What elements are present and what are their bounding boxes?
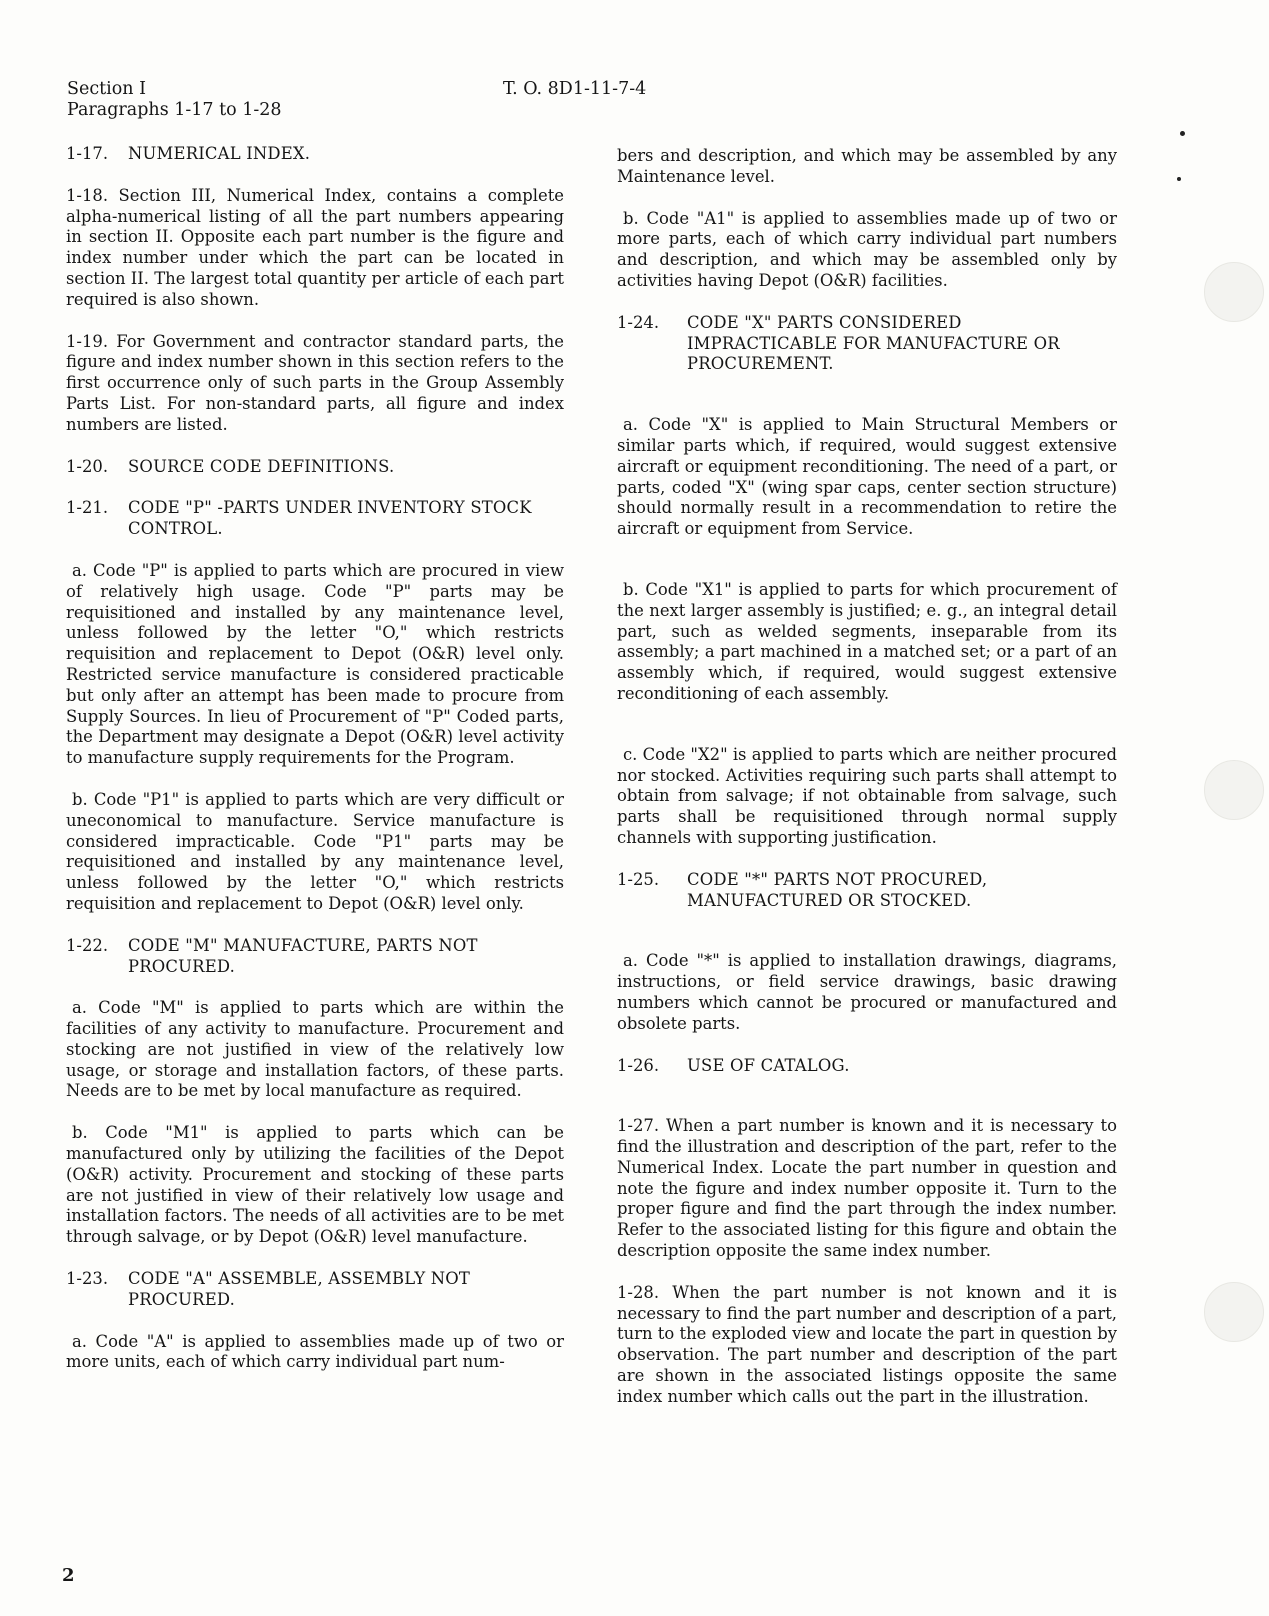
paragraph-1-27: 1-27. When a part number is known and it is necessary to find the illustration and description of the part, refer to the Numerical Index. Locate the part number in question and note the figure and index number opposite it. Turn to the proper figure and find the part through the index number. Refer to the associated listing for this figure and obtain the description opposite the same index number. [617, 1116, 1117, 1261]
paragraph-1-23b: b. Code "A1" is applied to assemblies made up of two or more parts, each of which carry individual part numbers and description, and which may be assembled only by activities having Depot (O&R) facilities. [617, 208, 1117, 290]
paragraph-1-21a: a. Code "P" is applied to parts which are procured in view of relatively high usage. Code "P" parts may be requisitioned and installed by any maintenance level, unless followed by the letter "O," which restricts requisition and replacement to Depot (O&R) level only. Restricted service manufacture is considered practicable but only after an attempt has been made to procure from Supply Sources. In lieu of Procurement of "P" Coded parts, the Department may designate a Depot (O&R) level activity to manufacture supply requirements for the Program. [66, 560, 564, 768]
heading-1-21: 1-21. CODE "P" -PARTS UNDER INVENTORY STOCK CONTROL. [66, 498, 532, 539]
punch-hole [1204, 262, 1264, 322]
section-header [67, 79, 282, 121]
paragraph-1-23a: a. Code "A" is applied to assemblies made up of two or more units, each of which carry individual part num- [66, 1331, 564, 1372]
paragraph-1-28: 1-28. When the part number is not known and it is necessary to find the part number and description of a part, turn to the exploded view and locate the part in question by observation. The part number and description of the part are shown in the associated listings opposite the same index number which calls out the part in the illustration. [617, 1282, 1117, 1406]
heading-1-25: 1-25. CODE "*" PARTS NOT PROCURED, MANUFACTURED OR STOCKED. [617, 869, 988, 910]
punch-hole [1204, 1282, 1264, 1342]
heading-1-17: 1-17. NUMERICAL INDEX. [66, 144, 311, 163]
page-number: 2 [62, 1565, 75, 1586]
paragraph-1-22a: a. Code "M" is applied to parts which are within the facilities of any activity to manufacture. Procurement and stocking are not justified in view of the relatively low usage, or storage and installation factors, of these parts. Needs are to be met by local manufacture as required. [66, 998, 564, 1101]
paragraph-1-18: 1-18. Section III, Numerical Index, contains a complete alpha-numerical listing of all the part numbers appearing in section II. Opposite each part number is the figure and index number under which the part can be located in section II. The largest total quantity per article of each part required is also shown. [66, 185, 564, 309]
paragraph-1-24c: c. Code "X2" is applied to parts which are neither procured nor stocked. Activities requiring such parts shall attempt to obtain from salvage; if not obtainable from salvage, such parts shall be requisitioned through normal supply channels with supporting justification. [617, 744, 1117, 847]
heading-1-22: 1-22. CODE "M" MANUFACTURE, PARTS NOT PROCURED. [66, 935, 478, 976]
heading-1-24: 1-24. CODE "X" PARTS CONSIDERED IMPRACTICABLE FOR MANUFACTURE OR PROCUREMENT. [617, 312, 1060, 374]
paragraph-1-21b: b. Code "P1" is applied to parts which are very difficult or uneconomical to manufacture. Service manufacture is considered impracticable. Code "P1" parts may be requisitioned and installed by any maintenance level, unless followed by the letter "O," which restricts requisition and replacement to Depot (O&R) level only. [66, 789, 564, 913]
right-column [617, 146, 1117, 1408]
paragraph-1-19: 1-19. For Government and contractor standard parts, the figure and index number shown in this section refers to the first occurrence only of such parts in the Group Assembly Parts List. For non-standard parts, all figure and index numbers are listed. [66, 331, 564, 434]
heading-1-26: 1-26. USE OF CATALOG. [617, 1055, 850, 1075]
heading-1-23: 1-23. CODE "A" ASSEMBLE, ASSEMBLY NOT PROCURED. [66, 1269, 471, 1309]
paragraph-1-25a: a. Code "*" is applied to installation drawings, diagrams, instructions, or field service drawings, basic drawing numbers which cannot be procured or manufactured and obsolete parts. [617, 951, 1117, 1033]
paragraph-range: Paragraphs 1-17 to 1-28 [67, 100, 282, 120]
paragraph-1-22b: b. Code "M1" is applied to parts which can be manufactured only by utilizing the facilities of the Depot (O&R) activity. Procurement and stocking of these parts are not justified in view of their relatively low usage and installation factors. The needs of all activities are to be met through salvage, or by Depot (O&R) level manufacture. [66, 1123, 564, 1247]
paragraph-1-24a: a. Code "X" is applied to Main Structural Members or similar parts which, if required, would suggest extensive aircraft or equipment reconditioning. The need of a part, or parts, coded "X" (wing spar caps, center section structure) should normally result in a recommendation to retire the aircraft or equipment from Service. [617, 415, 1117, 539]
left-column [66, 144, 564, 1373]
scan-dot [1180, 131, 1185, 136]
technical-order-number: T. O. 8D1-11-7-4 [503, 79, 647, 99]
section-label: Section I [67, 79, 147, 99]
paragraph-1-24b: b. Code "X1" is applied to parts for which procurement of the next larger assembly is justified; e. g., an integral detail part, such as welded segments, inseparable from its assembly; a part machined in a matched set; or a part of an assembly which, if required, would suggest extensive reconditioning of each assembly. [617, 579, 1117, 703]
paragraph-1-23a-continued: bers and description, and which may be assembled by any Maintenance level. [617, 146, 1117, 186]
scan-dot [1177, 177, 1181, 181]
heading-1-20: 1-20. SOURCE CODE DEFINITIONS. [66, 456, 395, 476]
punch-hole [1204, 760, 1264, 820]
